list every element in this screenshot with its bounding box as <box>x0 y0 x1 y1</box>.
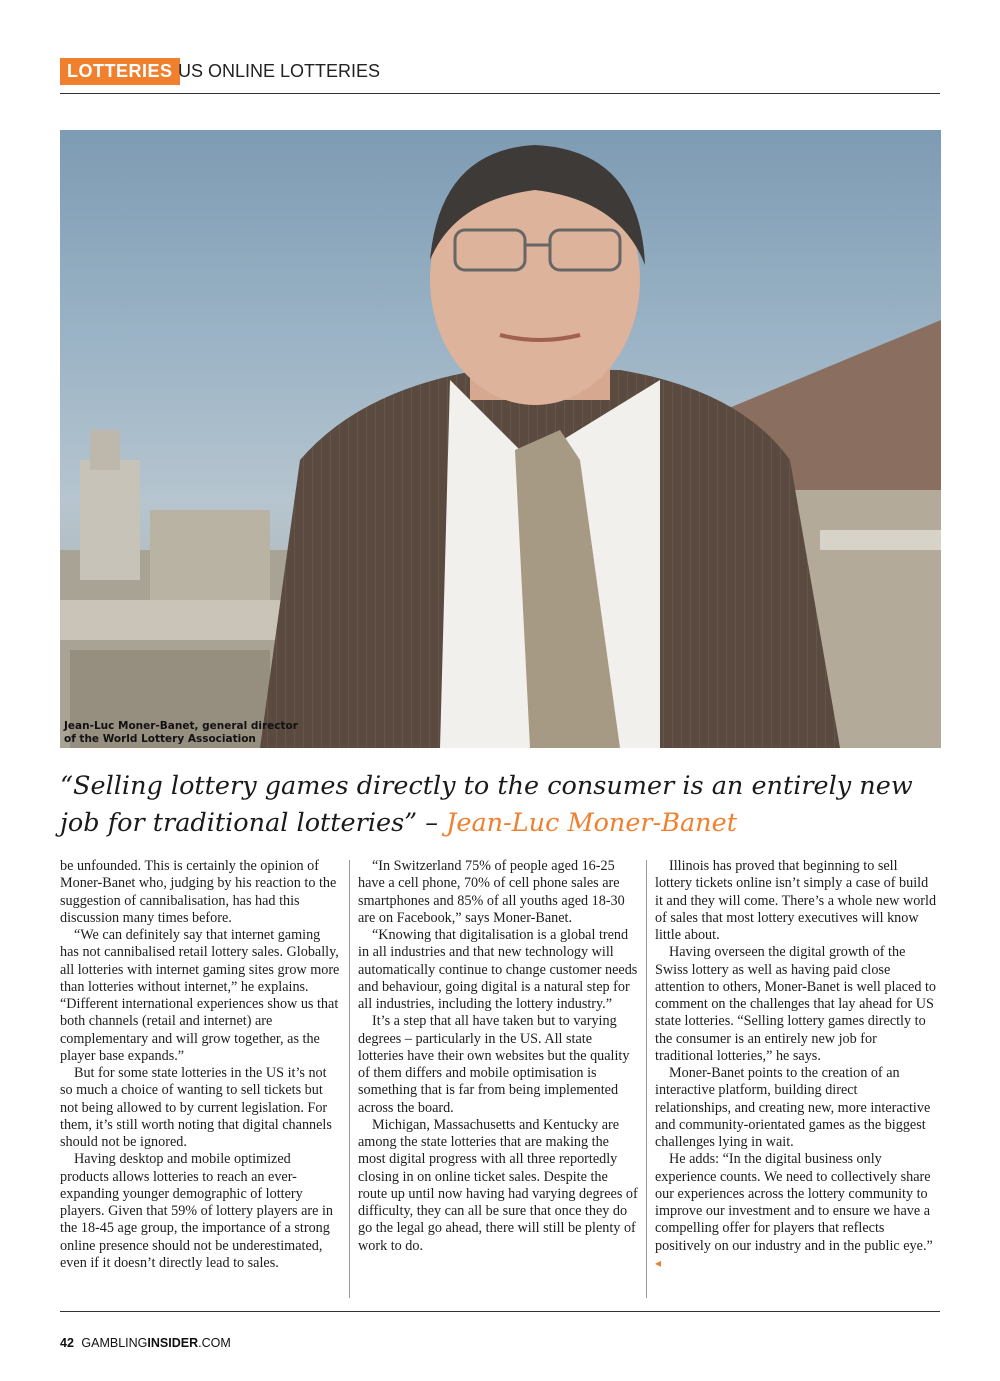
paragraph: “Knowing that digitalisation is a global trend in all industries and that new technology will automatically continue to change customer needs and behaviour, going digital is a natural step for all industries, including the lottery industry.” <box>358 927 638 1012</box>
pull-quote <box>60 768 940 842</box>
paragraph: Having desktop and mobile optimized products allows lotteries to reach an ever-expanding younger demographic of lottery players. Given that 59% of lottery players are in the 18-45 age group, the importance of a strong online presence should not be underestimated, even if it doesn’t directly lead to sales. <box>60 1151 334 1271</box>
paragraph <box>655 1151 937 1272</box>
header-rule <box>60 93 940 94</box>
caption-line-2: of the World Lottery Association <box>64 733 256 745</box>
paragraph: Having overseen the digital growth of the Swiss lottery as well as having paid close attention to others, Moner-Banet is well placed to comment on the challenges that lay ahead for US state lotteries. “Selling lottery games directly to the consumer is an entirely new job for traditional lotteries,” he says. <box>655 944 937 1064</box>
footer-rule <box>60 1311 940 1312</box>
paragraph: But for some state lotteries in the US it’s not so much a choice of wanting to sell tickets but not being allowed to by current legislation. For them, it’s still worth noting that digital channels should not be ignored. <box>60 1065 332 1150</box>
photo-caption <box>64 720 298 746</box>
section-subtitle: US ONLINE LOTTERIES <box>178 61 381 81</box>
article-column-2 <box>358 858 640 1255</box>
site-name-suffix: .COM <box>198 1336 231 1350</box>
article-column-3 <box>655 858 937 1272</box>
paragraph: Moner-Banet points to the creation of an interactive platform, building direct relationships, and creating new, more interactive and community-orientated games as the biggest challenges lying in wait. <box>655 1065 931 1150</box>
portrait-photo <box>60 130 941 748</box>
pull-quote-attribution: Jean-Luc Moner-Banet <box>446 808 737 838</box>
paragraph: “We can definitely say that internet gaming has not cannibalised retail lottery sales. Globally, all lotteries with internet gaming sites grow more than lotteries without internet,” he explains. “Different international experiences show us that both channels (retail and internet) are complementary and will grow together, as the player base expands.” <box>60 927 340 1064</box>
column-divider <box>646 860 647 1298</box>
section-header <box>60 58 940 88</box>
portrait-illustration <box>60 130 941 748</box>
page-number: 42 <box>60 1336 74 1350</box>
end-mark-icon: ◂ <box>655 1255 662 1270</box>
final-paragraph-text: He adds: “In the digital business only experience counts. We need to collectively share our experiences across the lottery community to improve our investment and to ensure we have a compelling offer for players that reflects positively on our industry and in the public eye.” <box>655 1151 933 1254</box>
paragraph: “In Switzerland 75% of people aged 16-25 have a cell phone, 70% of cell phone sales are smartphones and 85% of all youths aged 18-30 are on Facebook,” says Moner-Banet. <box>358 858 625 926</box>
pull-quote-text: “Selling lottery games directly to the consumer is an entirely new job for traditional lotteries” – <box>60 771 913 838</box>
caption-line-1: Jean-Luc Moner-Banet, general director <box>64 720 298 732</box>
site-name-bold: INSIDER <box>147 1336 199 1350</box>
section-tag: LOTTERIES <box>60 58 180 85</box>
paragraph: be unfounded. This is certainly the opinion of Moner-Banet who, judging by his reaction to the suggestion of cannibalisation, has had this discussion many times before. <box>60 858 337 926</box>
paragraph: Illinois has proved that beginning to sell lottery tickets online isn’t simply a case of build it and they will come. There’s a whole new world of sales that most lottery executives will know little about. <box>655 858 937 943</box>
paragraph: Michigan, Massachusetts and Kentucky are among the state lotteries that are making the most digital progress with all three reportedly closing in on online ticket sales. Despite the route up until now having had varying degrees of difficulty, they can all be sure that once they do go the legal go ahead, there will still be plenty of work to do. <box>358 1116 638 1254</box>
page-footer <box>60 1336 231 1350</box>
site-name-prefix: GAMBLING <box>81 1336 148 1350</box>
paragraph: It’s a step that all have taken but to varying degrees – particularly in the US. All state lotteries have their own websites but the quality of them differs and mobile optimisation is something that is far from being implemented across the board. <box>358 1013 630 1116</box>
column-divider <box>349 860 350 1298</box>
article-column-1 <box>60 858 342 1272</box>
